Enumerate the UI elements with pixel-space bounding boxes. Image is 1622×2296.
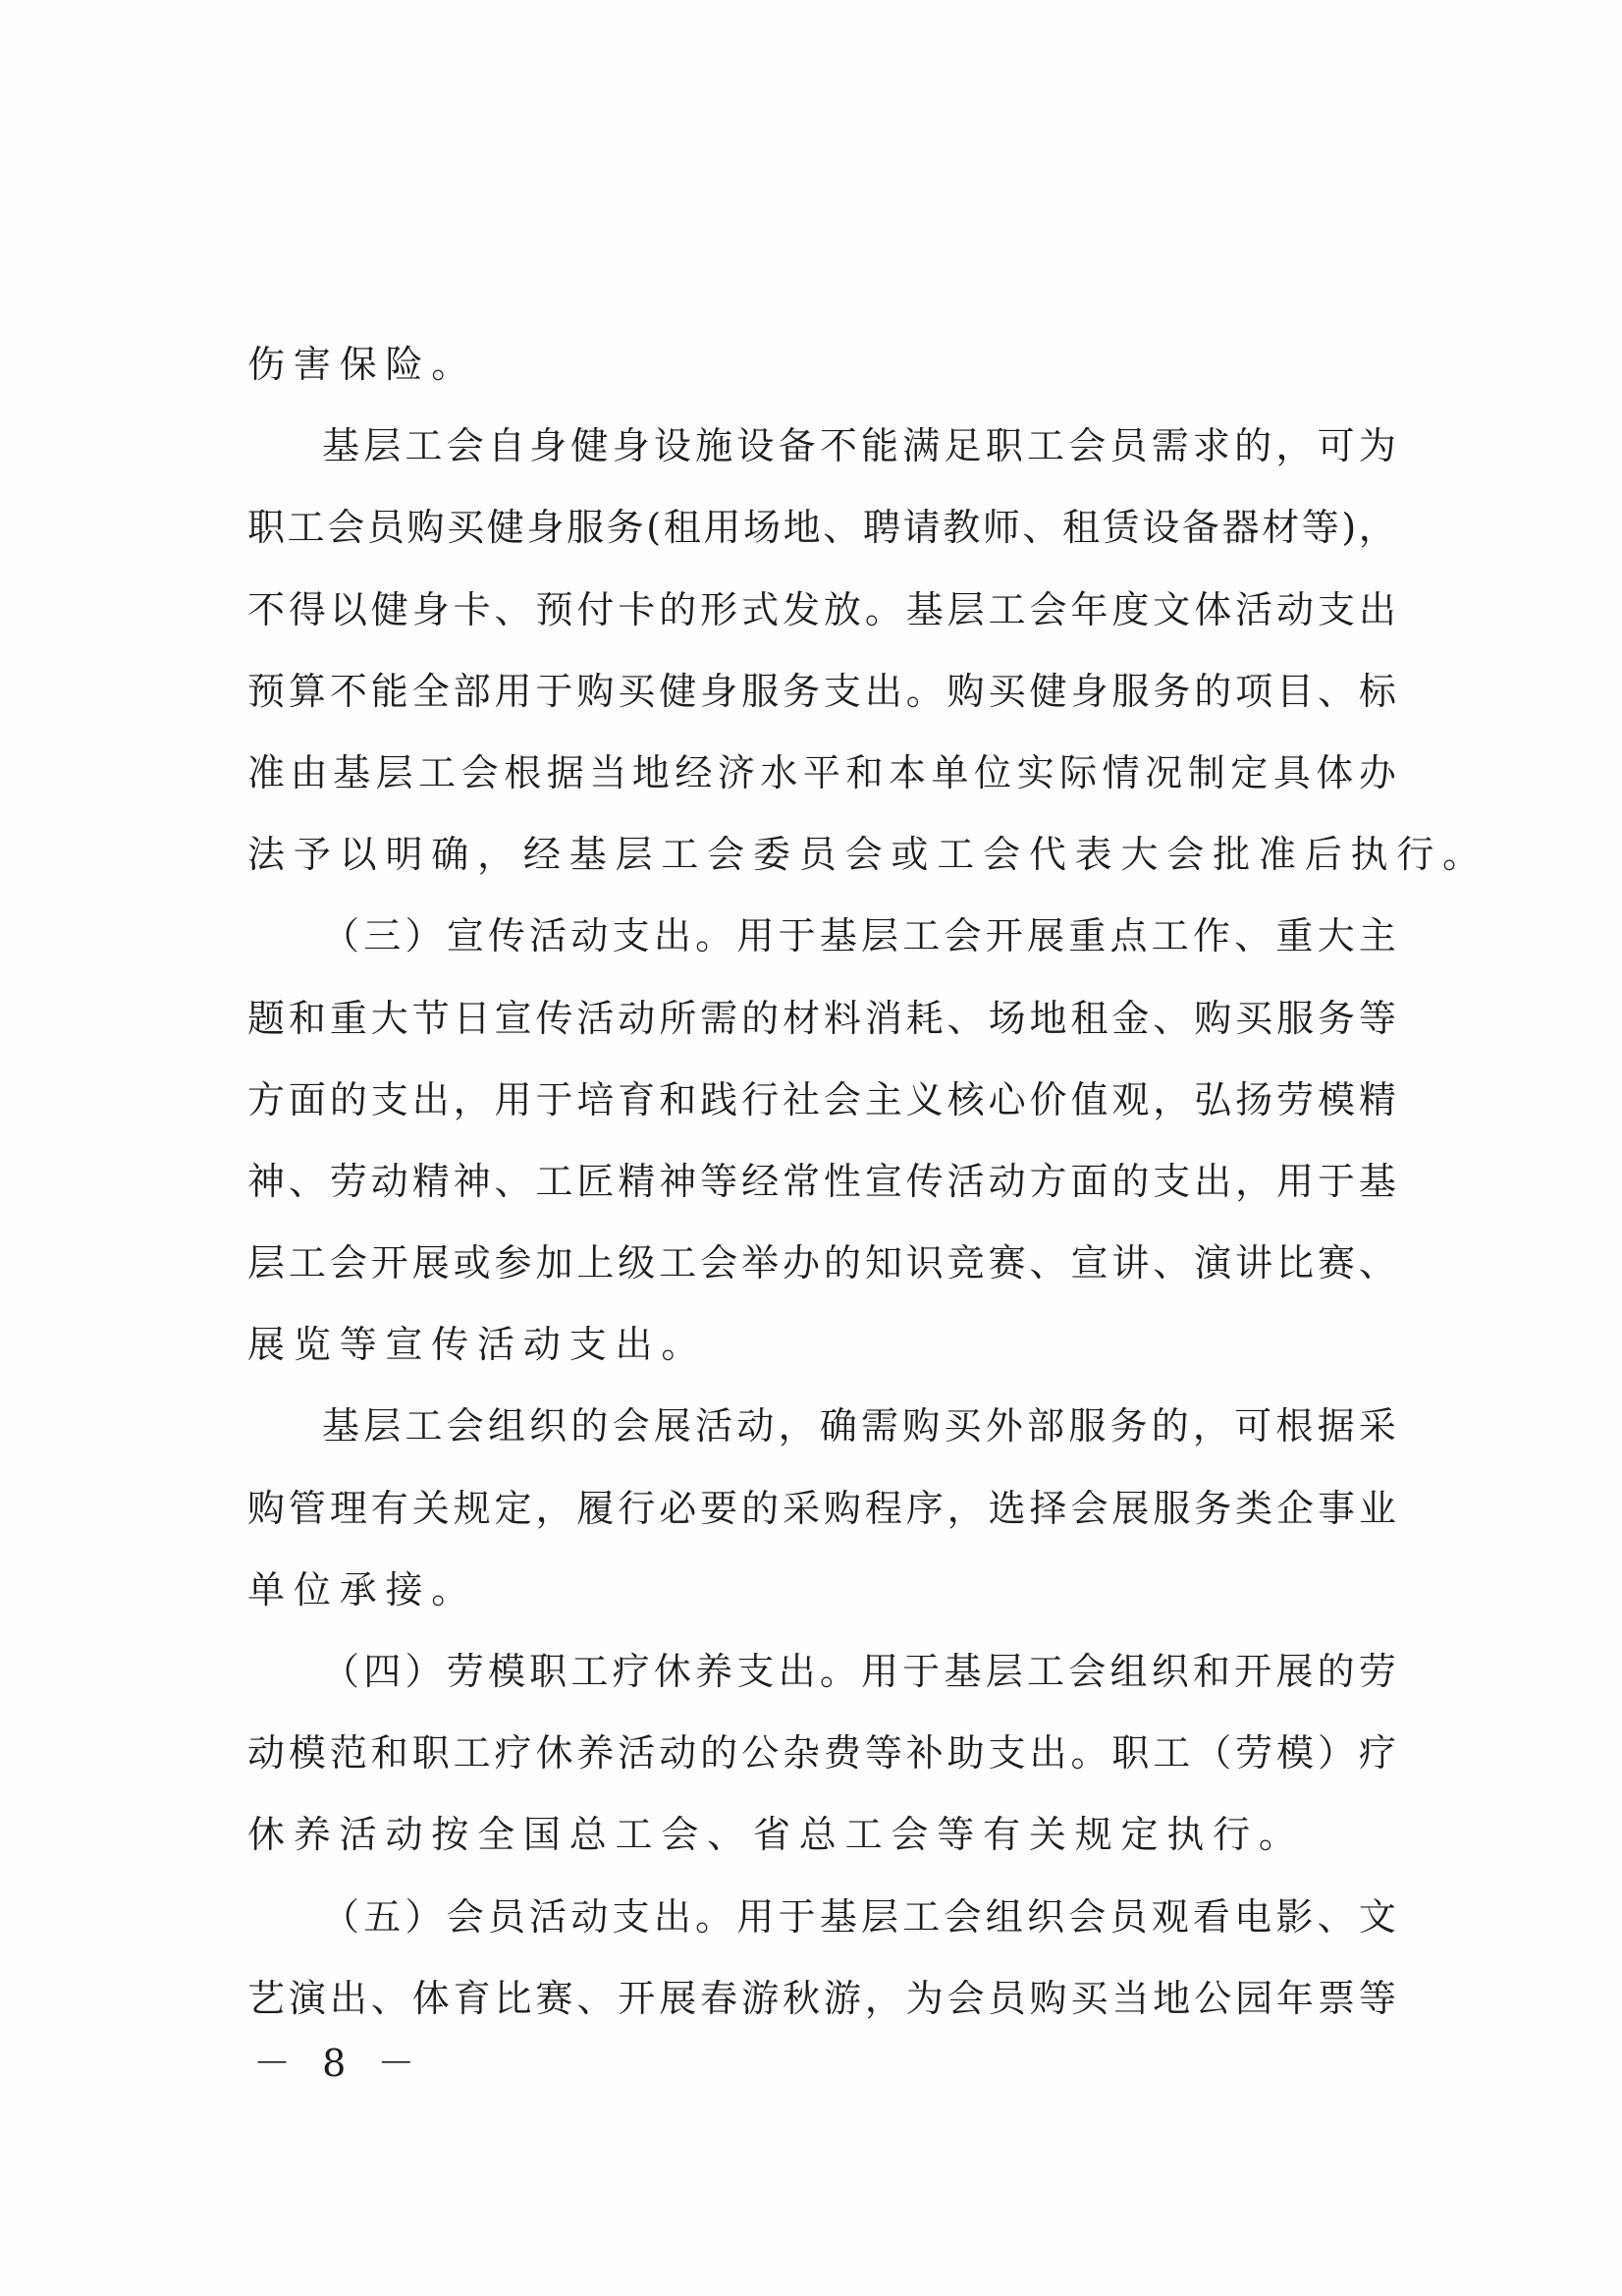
text-line: 层 工 会 开 展 或 参 加 上 级 工 会 举 办 的 知 识 竞 赛 、 宣 讲 、 演 讲 比 赛 、 (247, 1241, 1396, 1285)
text-line: 准 由 基 层 工 会 根 据 当 地 经 济 水 平 和 本 单 位 实 际 情 况 制 定 具 体 办 (247, 750, 1396, 794)
text-line: 预 算 不 能 全 部 用 于 购 买 健 身 服 务 支 出 。 购 买 健 身 服 务 的 项 目 、 标 (247, 669, 1396, 713)
text-line: （ 五 ） 会 员 活 动 支 出 。 用 于 基 层 工 会 组 织 会 员 观 看 电 影 、 文 (322, 1894, 1396, 1939)
text-line: 购 管 理 有 关 规 定 ， 履 行 必 要 的 采 购 程 序 ， 选 择 会 展 服 务 类 企 事 业 (247, 1486, 1396, 1530)
text-line: 题 和 重 大 节 日 宣 传 活 动 所 需 的 材 料 消 耗 、 场 地 租 金 、 购 买 服 务 等 (247, 996, 1396, 1040)
text-line: 艺 演 出 、 体 育 比 赛 、 开 展 春 游 秋 游 ， 为 会 员 购 买 当 地 公 园 年 票 等 (247, 1976, 1396, 2020)
text-line: 神 、 劳 动 精 神 、 工 匠 精 神 等 经 常 性 宣 传 活 动 方 面 的 支 出 ， 用 于 基 (247, 1159, 1396, 1203)
text-line: 不 得 以 健 身 卡 、 预 付 卡 的 形 式 发 放 。 基 层 工 会 年 度 文 体 活 动 支 出 (247, 587, 1396, 631)
text-line: 动 模 范 和 职 工 疗 休 养 活 动 的 公 杂 费 等 补 助 支 出 。 职 工 （ 劳 模 ） 疗 (247, 1731, 1396, 1776)
text-line: 伤 害 保 险 。 (247, 343, 469, 386)
text-line: （ 三 ） 宣 传 活 动 支 出 。 用 于 基 层 工 会 开 展 重 点 工 作 、 重 大 主 (322, 914, 1396, 958)
page-number: － 8 － (253, 2042, 425, 2085)
text-line: 基 层 工 会 自 身 健 身 设 施 设 备 不 能 满 足 职 工 会 员 需 求 的 ， 可 为 (322, 424, 1396, 468)
text-line: 职 工 会 员 购 买 健 身 服 务 ( 租 用 场 地 、 聘 请 教 师 、 租 赁 设 备 器 材 等 ) ， (247, 506, 1396, 550)
text-line: 单 位 承 接 。 (247, 1567, 469, 1612)
text-line: 方 面 的 支 出 ， 用 于 培 育 和 践 行 社 会 主 义 核 心 价 值 观 ， 弘 扬 劳 模 精 (247, 1077, 1396, 1121)
text-line: （ 四 ） 劳 模 职 工 疗 休 养 支 出 。 用 于 基 层 工 会 组 织 和 开 展 的 劳 (322, 1650, 1396, 1693)
text-line: 基 层 工 会 组 织 的 会 展 活 动 ， 确 需 购 买 外 部 服 务 的 ， 可 根 据 采 (322, 1404, 1396, 1449)
text-line: 展 览 等 宣 传 活 动 支 出 。 (247, 1323, 699, 1367)
text-line: 休 养 活 动 按 全 国 总 工 会 、 省 总 工 会 等 有 关 规 定 执 行 。 (247, 1813, 1296, 1857)
body-text (247, 324, 1481, 2040)
text-line: 法 予 以 明 确 ， 经 基 层 工 会 委 员 会 或 工 会 代 表 大 会 批 准 后 执 行 。 (247, 833, 1481, 877)
